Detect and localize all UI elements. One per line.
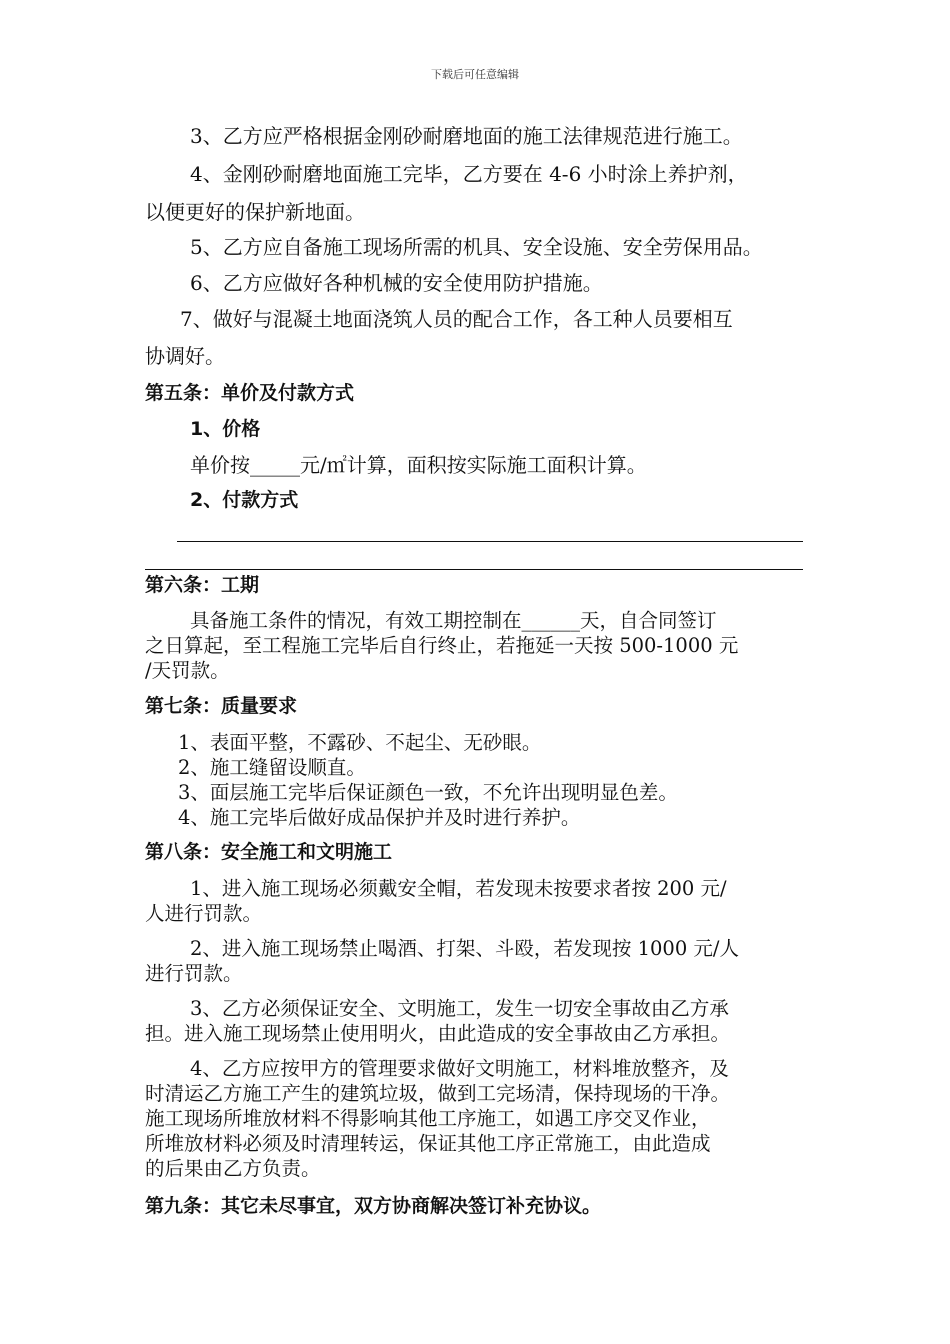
article-7-item-3: 3、面层施工完毕后保证颜色一致，不允许出现明显色差。 [178, 781, 678, 804]
article-7-title: 第七条：质量要求 [145, 695, 298, 717]
clause-4-item-5: 5、乙方应自备施工现场所需的机具、安全设施、安全劳保用品。 [190, 235, 763, 259]
article-7-item-2: 2、施工缝留设顺直。 [178, 756, 366, 779]
article-6-line3: /天罚款。 [145, 659, 230, 682]
article-8-p3-line2: 担。进入施工现场禁止使用明火，由此造成的安全事故由乙方承担。 [145, 1022, 731, 1045]
page-header: 下载后可任意编辑 [431, 68, 519, 81]
payment-blank-line-2 [145, 569, 803, 570]
article-6-line2: 之日算起，至工程施工完毕后自行终止，若拖延一天按 500-1000 元 [145, 634, 739, 657]
article-5-title: 第五条：单价及付款方式 [145, 382, 355, 404]
article-8-p1-line2: 人进行罚款。 [145, 902, 263, 925]
clause-4-item-3: 3、乙方应严格根据金刚砂耐磨地面的施工法律规范进行施工。 [190, 124, 743, 148]
article-6-title: 第六条：工期 [145, 574, 260, 596]
article-8-p4-line2: 时清运乙方施工产生的建筑垃圾，做到工完场清，保持现场的干净。 [145, 1082, 731, 1105]
article-7-item-1: 1、表面平整，不露砂、不起尘、无砂眼。 [178, 731, 542, 754]
article-8-p4-line5: 的后果由乙方负责。 [145, 1157, 321, 1180]
article-8-p1-line1: 1、进入施工现场必须戴安全帽，若发现未按要求者按 200 元/ [190, 877, 727, 900]
article-8-p2-line1: 2、进入施工现场禁止喝酒、打架、斗殴，若发现按 1000 元/人 [190, 937, 739, 960]
article-8-p4-line4: 所堆放材料必须及时清理转运，保证其他工序正常施工，由此造成 [145, 1132, 711, 1155]
payment-blank-line [177, 541, 803, 542]
article-8-title: 第八条：安全施工和文明施工 [145, 841, 393, 863]
clause-4-item-7-line1: 7、做好与混凝土地面浇筑人员的配合工作，各工种人员要相互 [180, 307, 733, 331]
article-7-item-4: 4、施工完毕后做好成品保护并及时进行养护。 [178, 806, 581, 829]
article-5-payment-heading: 2、付款方式 [190, 489, 299, 511]
article-8-p4-line3: 施工现场所堆放材料不得影响其他工序施工，如遇工序交叉作业， [145, 1107, 711, 1130]
article-8-p2-line2: 进行罚款。 [145, 962, 243, 985]
clause-4-item-7-line2: 协调好。 [145, 344, 225, 368]
article-6-line1: 具备施工条件的情况，有效工期控制在______天，自合同签订 [190, 609, 717, 632]
article-8-p4-line1: 4、乙方应按甲方的管理要求做好文明施工，材料堆放整齐，及 [190, 1057, 729, 1080]
clause-4-item-4-line2: 以便更好的保护新地面。 [145, 200, 365, 224]
article-5-price-text: 单价按_____元/㎡计算，面积按实际施工面积计算。 [190, 453, 647, 477]
clause-4-item-6: 6、乙方应做好各种机械的安全使用防护措施。 [190, 271, 603, 295]
article-9-title: 第九条：其它未尽事宜，双方协商解决签订补充协议。 [145, 1195, 602, 1217]
article-5-price-heading: 1、价格 [190, 418, 261, 440]
clause-4-item-4-line1: 4、金刚砂耐磨地面施工完毕，乙方要在 4-6 小时涂上养护剂， [190, 162, 748, 186]
article-8-p3-line1: 3、乙方必须保证安全、文明施工，发生一切安全事故由乙方承 [190, 997, 729, 1020]
